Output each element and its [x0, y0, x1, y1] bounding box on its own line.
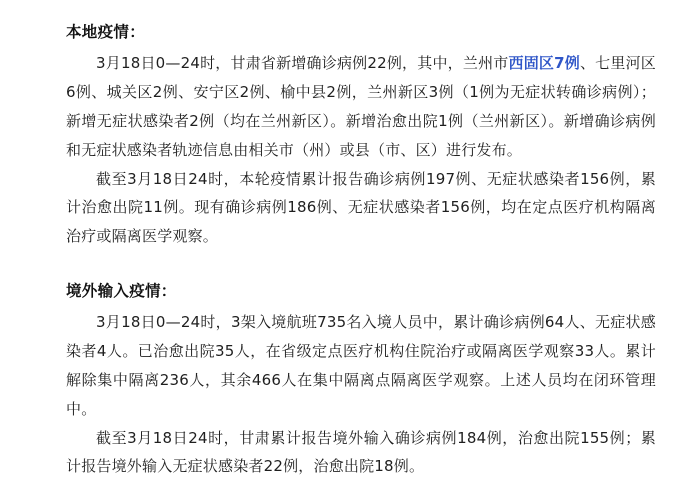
- paragraph-text-local-1a: 3月18日0—24时，甘肃省新增确诊病例22例，其中，兰州市: [96, 54, 509, 73]
- paragraph-local-2: 截至3月18日24时，本轮疫情累计报告确诊病例197例、无症状感染者156例，累计治愈出院11例。现有确诊病例186例、无症状感染者156例，均在定点医疗机构隔离治疗或隔离医学观察。: [66, 169, 656, 246]
- paragraph-local-1: [66, 49, 656, 164]
- highlighted-region-xigu: 西固区7例: [508, 54, 580, 73]
- section-imported-epidemic: [66, 277, 656, 481]
- paragraph-imported-1: 3月18日0—24时，3架入境航班735名入境人员中，累计确诊病例64人、无症状感染者4人。已治愈出院35人，在省级定点医疗机构住院治疗或隔离医学观察33人。累计解除集中隔离236人，其余466人在集中隔离点隔离医学观察。上述人员均在闭环管理中。: [66, 313, 656, 418]
- section-title-imported: 境外输入疫情：: [66, 282, 177, 301]
- paragraph-imported-2: 截至3月18日24时，甘肃累计报告境外输入确诊病例184例，治愈出院155例；累计报告境外输入无症状感染者22例，治愈出院18例。: [66, 428, 656, 476]
- paragraph-text-local-1b: 、七里河区6例、城关区2例、安宁区2例、榆中县2例，兰州新区3例（1例为无症状转确诊病例）；新增无症状感染者2例（均在兰州新区）。新增治愈出院1例（兰州新区）。新增确诊病例和无症状感染者轨迹信息由相关市（州）或县（市、区）进行发布。: [66, 54, 656, 159]
- section-divider-space: [66, 257, 656, 277]
- section-local-epidemic: [66, 18, 656, 251]
- page-bottom-space: [66, 487, 656, 501]
- section-title-local: 本地疫情：: [66, 23, 146, 41]
